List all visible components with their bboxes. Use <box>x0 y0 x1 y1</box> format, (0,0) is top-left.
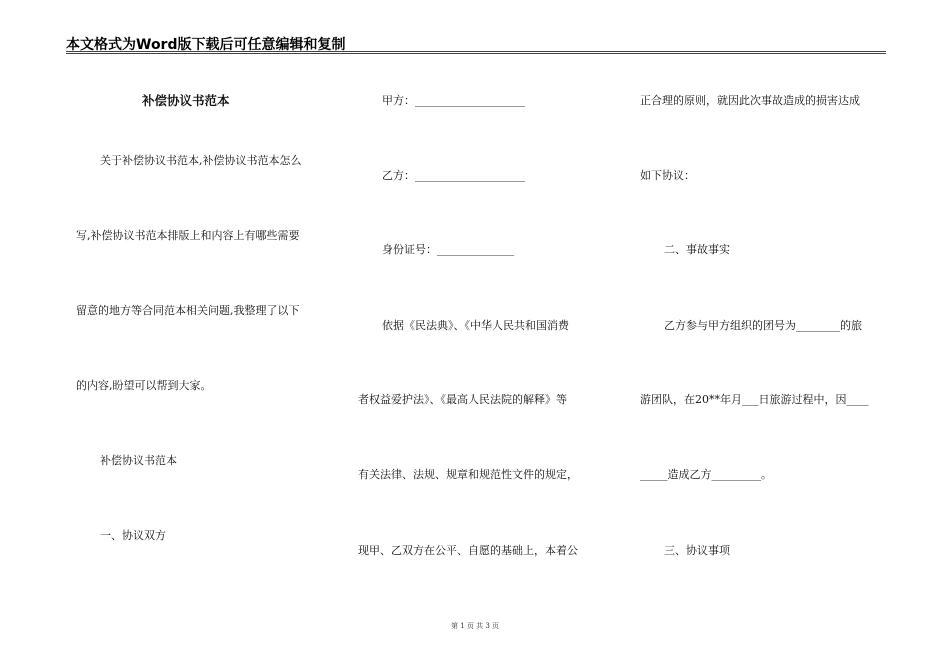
paragraph-line: 者权益爱护法》、《最高人民法院的解释》等 <box>358 393 567 406</box>
page-indicator: 第 1 页 共 3 页 <box>450 622 500 630</box>
document-header-text: 本文格式为Word版下载后可任意编辑和复制 <box>66 37 346 53</box>
paragraph-line: 如下协议： <box>640 169 695 182</box>
paragraph-line: 游团队，在20**年月___日旅游过程中，因____ <box>640 393 869 406</box>
section-heading: 补偿协议书范本 <box>100 454 177 467</box>
document-title: 补偿协议书范本 <box>142 93 230 108</box>
id-number-field: 身份证号：______________ <box>382 243 514 256</box>
paragraph-line: 正合理的原则，就因此次事故造成的损害达成 <box>640 94 860 107</box>
section-heading: 三、协议事项 <box>664 544 730 557</box>
party-b-field: 乙方：____________________ <box>382 169 525 182</box>
section-heading: 二、事故事实 <box>664 243 730 256</box>
paragraph-line: 乙方参与甲方组织的团号为________的旅 <box>664 319 862 332</box>
paragraph-line: 依据《民法典》、《中华人民共和国消费 <box>382 319 569 332</box>
paragraph-line: 现甲、乙双方在公平、自愿的基础上，本着公 <box>358 544 578 557</box>
paragraph-line: 写,补偿协议书范本排版上和内容上有哪些需要 <box>76 229 300 242</box>
paragraph-line: 的内容,盼望可以帮到大家。 <box>76 379 212 392</box>
section-heading: 一、协议双方 <box>100 529 166 542</box>
paragraph-line: 有关法律、法规、规章和规范性文件的规定， <box>358 468 578 481</box>
paragraph-line: 关于补偿协议书范本,补偿协议书范本怎么 <box>100 154 302 167</box>
party-a-field: 甲方：____________________ <box>382 94 525 107</box>
header-divider <box>66 51 886 54</box>
paragraph-line: 留意的地方等合同范本相关问题,我整理了以下 <box>76 304 300 317</box>
paragraph-line: _____造成乙方_________。 <box>640 468 772 481</box>
